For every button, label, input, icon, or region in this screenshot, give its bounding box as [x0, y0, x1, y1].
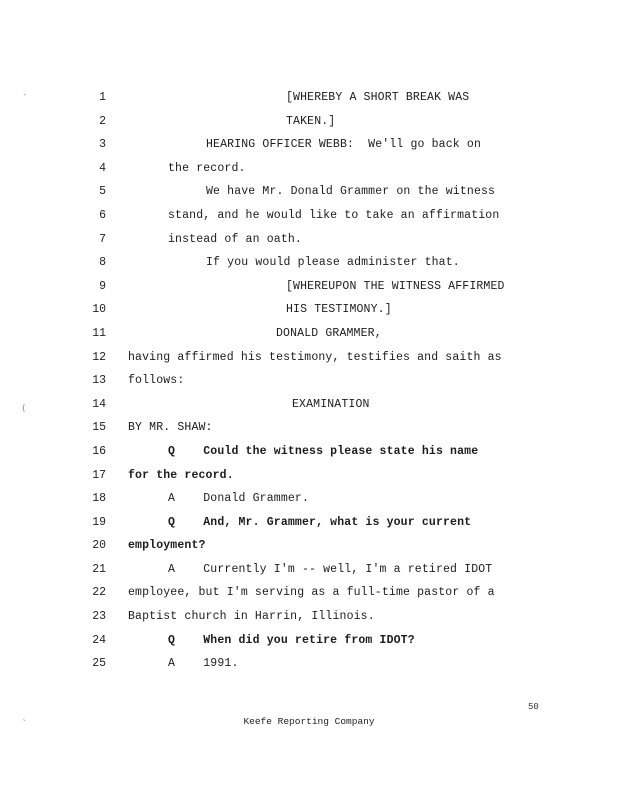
line-text: BY MR. SHAW:: [128, 421, 213, 435]
line-number: 7: [99, 232, 106, 246]
transcript-line: [0, 86, 618, 110]
transcript-line: [0, 204, 618, 228]
line-text: stand, and he would like to take an affirmation: [168, 208, 500, 222]
line-number: 16: [92, 444, 106, 458]
transcript-body: [0, 86, 618, 676]
line-number: 6: [99, 208, 106, 222]
line-number: 10: [92, 303, 106, 317]
page-number: 50: [528, 702, 539, 712]
line-number: 9: [99, 279, 106, 293]
line-number: 3: [99, 138, 106, 152]
line-number: 5: [99, 185, 106, 199]
transcript-line: [0, 228, 618, 252]
line-number: 4: [99, 161, 106, 175]
line-text: A 1991.: [168, 657, 239, 671]
line-number: 1: [99, 91, 106, 104]
transcript-line: [0, 251, 618, 275]
transcript-line: [0, 157, 618, 181]
line-text: [WHEREUPON THE WITNESS AFFIRMED: [286, 279, 505, 293]
line-number: 18: [92, 492, 106, 506]
transcript-line: [0, 133, 618, 157]
line-text: HEARING OFFICER WEBB: We'll go back on: [206, 138, 481, 152]
line-text: A Donald Grammer.: [168, 492, 310, 506]
line-number: 23: [92, 610, 106, 624]
line-number: 22: [92, 586, 106, 600]
line-text: instead of an oath.: [168, 232, 302, 246]
transcript-line: [0, 629, 618, 653]
line-number: 24: [92, 633, 106, 647]
line-number: 8: [99, 256, 106, 270]
transcript-line: [0, 605, 618, 629]
transcript-line: [0, 534, 618, 558]
line-number: 11: [92, 326, 106, 340]
transcript-line: [0, 581, 618, 605]
transcript-line: [0, 511, 618, 535]
scan-speck: (: [22, 404, 26, 414]
line-text: TAKEN.]: [286, 114, 336, 128]
scan-speck: ˛: [22, 712, 27, 722]
line-text: Q And, Mr. Grammer, what is your current: [168, 515, 472, 529]
transcript-line: [0, 393, 618, 417]
transcript-line: [0, 298, 618, 322]
line-number: 13: [92, 374, 106, 388]
transcript-line: [0, 464, 618, 488]
line-text: [WHEREBY A SHORT BREAK WAS: [286, 91, 470, 104]
scan-speck: ˊ: [22, 94, 27, 104]
line-number: 20: [92, 539, 106, 553]
transcript-line: [0, 652, 618, 676]
line-number: 15: [92, 421, 106, 435]
line-number: 19: [92, 515, 106, 529]
line-text: EXAMINATION: [292, 397, 370, 411]
line-number: 2: [99, 114, 106, 128]
line-number: 12: [92, 350, 106, 364]
line-text: employee, but I'm serving as a full-time pastor of a: [128, 586, 495, 600]
line-text: follows:: [128, 374, 185, 388]
line-text: for the record.: [128, 468, 234, 482]
line-text: the record.: [168, 161, 246, 175]
line-text: having affirmed his testimony, testifies and saith as: [128, 350, 502, 364]
line-text: We have Mr. Donald Grammer on the witness: [206, 185, 496, 199]
line-number: 25: [92, 657, 106, 671]
line-text: If you would please administer that.: [206, 256, 460, 270]
line-text: A Currently I'm -- well, I'm a retired IDOT: [168, 562, 493, 576]
transcript-line: [0, 322, 618, 346]
line-number: 17: [92, 468, 106, 482]
transcript-line: [0, 487, 618, 511]
line-text: Q Could the witness please state his name: [168, 444, 479, 458]
transcript-line: [0, 346, 618, 370]
transcript-line: [0, 180, 618, 204]
transcript-line: [0, 369, 618, 393]
transcript-line: [0, 275, 618, 299]
line-number: 14: [92, 397, 106, 411]
line-text: Baptist church in Harrin, Illinois.: [128, 610, 375, 624]
transcript-line: [0, 416, 618, 440]
line-text: DONALD GRAMMER,: [276, 326, 382, 340]
transcript-line: [0, 558, 618, 582]
transcript-line: [0, 440, 618, 464]
line-text: HIS TESTIMONY.]: [286, 303, 392, 317]
transcript-line: [0, 110, 618, 134]
line-text: Q When did you retire from IDOT?: [168, 633, 415, 647]
footer-company: Keefe Reporting Company: [243, 716, 375, 727]
line-number: 21: [92, 562, 106, 576]
line-text: employment?: [128, 539, 206, 553]
